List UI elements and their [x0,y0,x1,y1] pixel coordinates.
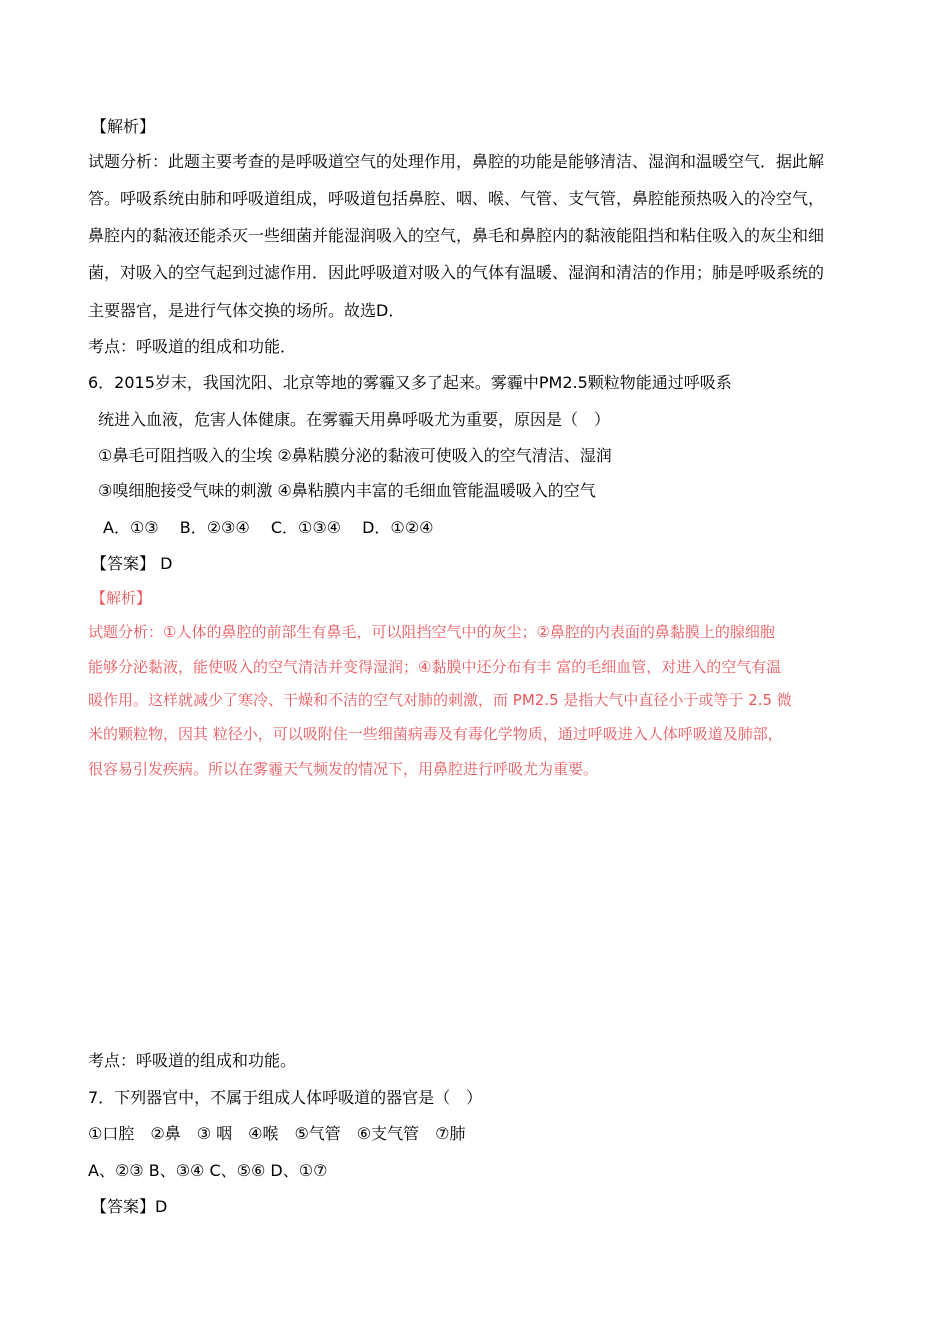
red-analysis-line-5: 很容易引发疾病。所以在雾霾天气频发的情况下，用鼻腔进行呼吸尤为重要。 [88,760,599,778]
kaodian-2: 考点：呼吸道的组成和功能。 [88,1051,297,1070]
kaodian-1: 考点：呼吸道的组成和功能． [88,337,297,356]
red-analysis-line-1: 试题分析：①人体的鼻腔的前部生有鼻毛，可以阻挡空气中的灰尘；②鼻腔的内表面的鼻黏膜上的腺细胞 [88,623,775,641]
red-analysis-line-2: 能够分泌黏液，能使吸入的空气清洁并变得湿润；④黏膜中还分布有丰 富的毛细血管，对进入的空气有温 [88,658,782,676]
question6-statement-1: ①鼻毛可阻挡吸入的尘埃 ②鼻粘膜分泌的黏液可使吸入的空气清洁、湿润 [98,446,612,465]
analysis-heading: 【解析】 [91,117,156,136]
analysis-line-5: 主要器官，是进行气体交换的场所。故选D． [88,301,405,320]
question6-stem-line-2: 统进入血液，危害人体健康。在雾霾天用鼻呼吸尤为重要，原因是（ ） [98,410,611,429]
question6-options: A．①③ B．②③④ C．①③④ D．①②④ [103,518,434,537]
red-analysis-line-3: 暖作用。这样就减少了寒冷、干燥和不洁的空气对肺的刺激，而 PM2.5 是指大气中直径小于或等于 2.5 微 [88,691,792,709]
question6-statement-2: ③嗅细胞接受气味的刺激 ④鼻粘膜内丰富的毛细血管能温暖吸入的空气 [98,481,596,500]
question6-answer: 【答案】 D [91,554,173,573]
question7-stem: 7．下列器官中，不属于组成人体呼吸道的器官是（ ） [88,1088,483,1107]
question7-answer: 【答案】D [91,1197,168,1216]
analysis-line-2: 答。呼吸系统由肺和呼吸道组成，呼吸道包括鼻腔、咽、喉、气管、支气管，鼻腔能预热吸入的冷空气， [88,189,825,208]
red-analysis-line-4: 米的颗粒物，因其 粒径小，可以吸附住一些细菌病毒及有毒化学物质，通过呼吸进入人体呼吸道及肺部， [88,725,783,743]
question6-stem-line-1: 6．2015岁末，我国沈阳、北京等地的雾霾又多了起来。雾霾中PM2.5颗粒物能通过呼吸系 [88,373,732,392]
question7-items: ①口腔 ②鼻 ③ 咽 ④喉 ⑤气管 ⑥支气管 ⑦肺 [88,1124,466,1143]
red-analysis-heading: 【解析】 [91,589,152,607]
analysis-line-1: 试题分析：此题主要考查的是呼吸道空气的处理作用，鼻腔的功能是能够清洁、湿润和温暖空气．据此解 [88,152,825,171]
question7-options: A、②③ B、③④ C、⑤⑥ D、①⑦ [88,1161,328,1180]
analysis-line-3: 鼻腔内的黏液还能杀灭一些细菌并能湿润吸入的空气，鼻毛和鼻腔内的黏液能阻挡和粘住吸入的灰尘和细 [88,226,825,245]
analysis-line-4: 菌，对吸入的空气起到过滤作用．因此呼吸道对吸入的气体有温暖、湿润和清洁的作用；肺是呼吸系统的 [88,263,825,282]
